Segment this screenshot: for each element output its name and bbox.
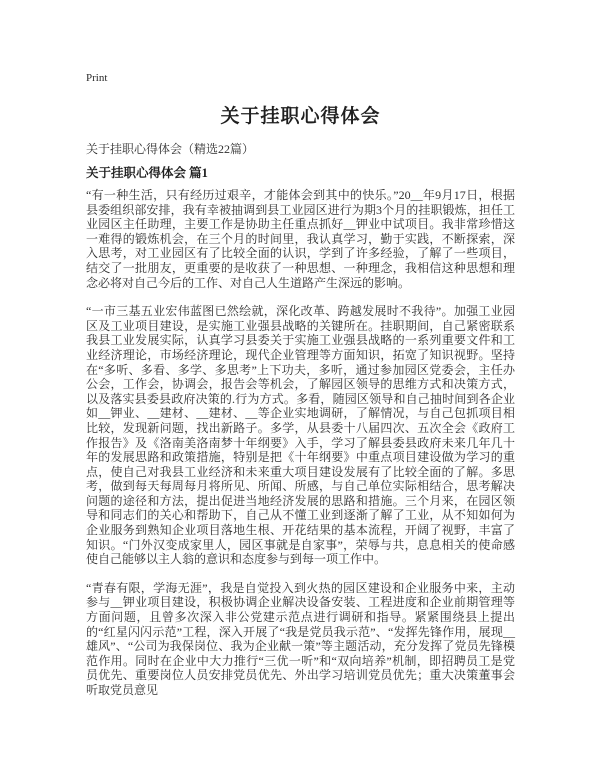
section-heading-part1: 关于挂职心得体会 篇1 [86, 166, 208, 180]
page-title: 关于挂职心得体会 [220, 106, 381, 127]
document-body [86, 188, 515, 698]
doc-subtitle: 关于挂职心得体会（精选22篇） [86, 142, 255, 156]
paragraph-2: “一市三基五业宏伟蓝图已然绘就，深化改革、跨越发展时不我待”。加强工业园区及工业项目建设，是实施工业强县战略的关键所在。挂职期间，自己紧密联系我县工业发展实际，认真学习县委关于实施工业强县战略的一系列重要文件和工业经济理论，市场经济理论，现代企业管理等方面知识，拓宽了知识视野。坚持在“多听、多看、多学、多思考”上下功夫，多听，通过参加园区党委会，主任办公会，工作会，协调会，报告会等机会，了解园区领导的思维方式和决策方式，以及落实县委县政府决策的.行为方式。多看，随园区领导和自己抽时间到各企业如__钾业、__建材、__建材、__等企业实地调研，了解情况，与自己包抓项目相比较，发现新问题，找出新路子。多学，从县委十八届四次、五次全会《政府工作报告》及《洛南美洛南梦十年纲要》入手，学习了解县委县政府未来几年几十年的发展思路和政策措施，特别是把《十年纲要》中重点项目建设做为学习的重点，使自己对我县工业经济和未来重大项目建设发展有了比较全面的了解。多思考，做到每天每周每月将所见、所闻、所感，与自己单位实际相结合，思考解决问题的途径和方法，提出促进当地经济发展的思路和措施。三个月来，在园区领导和同志们的关心和帮助下，自己从不懂工业到逐渐了解了工业，从不知如何为企业服务到熟知企业项目落地生根、开花结果的基本流程，开阔了视野，丰富了知识。“门外汉变成家里人，园区事就是自家事”，荣辱与共，息息相关的使命感使自己能够以主人翁的意识和态度参与到每一项工作中。 [86, 304, 515, 567]
paragraph-1: “有一种生活，只有经历过艰辛，才能体会到其中的快乐。”20__年9月17日，根据县委组织部安排，我有幸被抽调到县工业园区进行为期3个月的挂职锻炼，担任工业园区主任助理，主要工作是协助主任重点抓好__钾业中试项目。我非常珍惜这一难得的锻炼机会，在三个月的时间里，我认真学习，勤于实践，不断探索，深入思考，对工业园区有了比较全面的认识，学到了许多经验，了解了一些项目，结交了一批朋友，更重要的是收获了一种思想、一种理念，我相信这种思想和理念必将对自己今后的工作、对自己人生道路产生深远的影响。 [86, 188, 515, 290]
print-button[interactable]: Print [86, 72, 108, 84]
paragraph-3: “青春有限，学海无涯”，我是自觉投入到火热的园区建设和企业服务中来，主动参与__钾业项目建设，积极协调企业解决设备安装、工程进度和企业前期管理等方面问题，且曾多次深入非公党建示范点进行调研和指导。紧紧围绕县上提出的“红星闪闪示范”工程，深入开展了“我是党员我示范”、“发挥先锋作用，展现__雄风”、“公司为我保岗位、我为企业献一策”等主题活动，充分发挥了党员先锋模范作用。同时在企业中大力推行“三优一听”和“双向培养”机制，即招聘员工是党员优先、重要岗位人员安排党员优先、外出学习培训党员优先；重大决策董事会听取党员意见 [86, 580, 515, 697]
